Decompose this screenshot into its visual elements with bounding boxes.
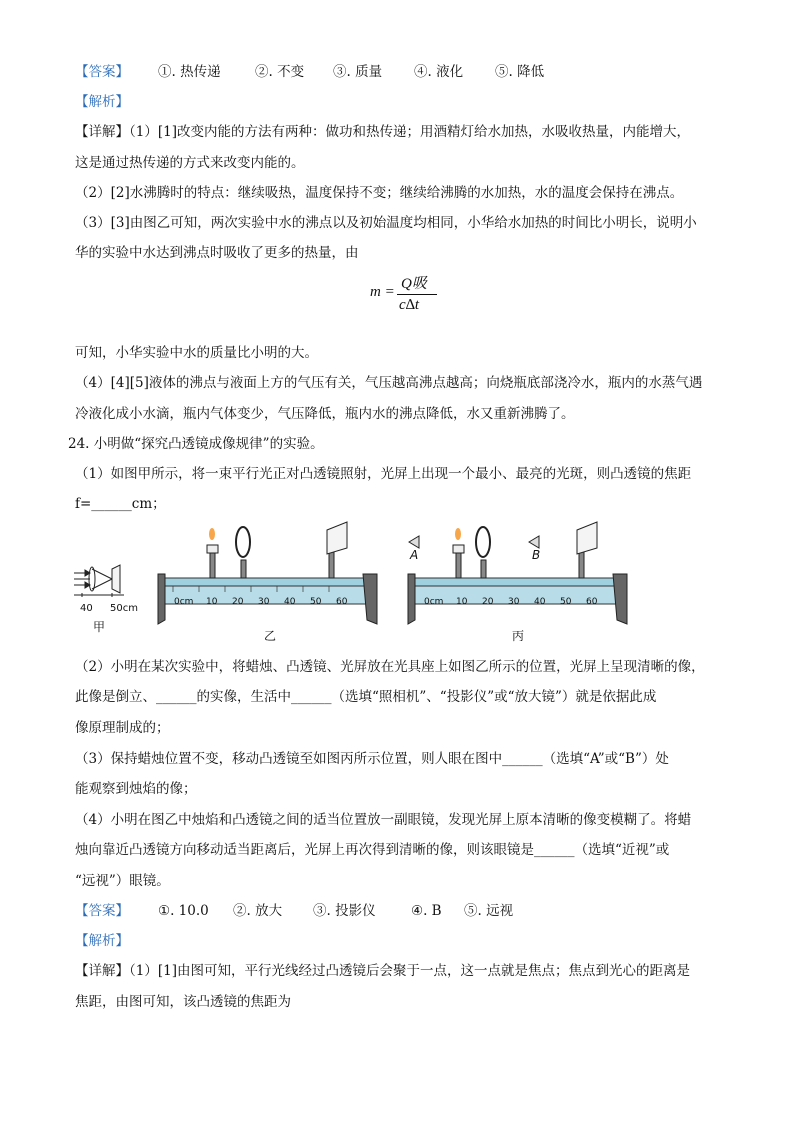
ruler-tick: 20	[232, 597, 244, 607]
ruler-tick: 30	[508, 597, 520, 607]
detail-line: 这是通过热传递的方式来改变内能的。	[75, 155, 305, 171]
answer-row-2	[75, 901, 129, 921]
formula	[370, 272, 460, 320]
answer-item: ⑤. 降低	[495, 64, 545, 80]
ruler-tick: 10	[206, 597, 218, 607]
answer-item: ③. 投影仪	[313, 903, 376, 919]
ruler-tick: 10	[456, 597, 468, 607]
ruler-tick: 30	[258, 597, 270, 607]
answer-tag: 【答案】	[75, 64, 129, 80]
fraction-bar	[397, 294, 437, 295]
answer-item: ④. B	[411, 903, 442, 919]
detail-line: 可知，小华实验中水的质量比小明的大。	[75, 345, 318, 361]
answer-item: ③. 质量	[333, 64, 383, 80]
formula-numerator: Q吸	[401, 276, 427, 292]
tick-label: 40	[80, 603, 93, 614]
ruler-tick: 0cm	[174, 597, 194, 607]
ruler-tick: 40	[284, 597, 296, 607]
question-part: （4）小明在图乙中烛焰和凸透镜之间的适当位置放一副眼镜，发现光屏上原本清晰的像变模糊了。将蜡	[75, 812, 692, 828]
detail-line: （3）[3]由图乙可知，两次实验中水的沸点以及初始温度均相同，小华给水加热的时间比小明长，说明小	[75, 215, 697, 231]
figure-yi	[155, 520, 380, 625]
figure-caption-yi: 乙	[264, 629, 277, 643]
question-part: 烛向靠近凸透镜方向移动适当距离后，光屏上再次得到清晰的像，则该眼镜是______（选填“近视”或	[75, 842, 670, 858]
analysis-tag: 【解析】	[75, 933, 129, 949]
ruler-tick: 60	[336, 597, 348, 607]
ruler-tick: 0cm	[424, 597, 444, 607]
answer-row-1	[75, 62, 129, 82]
question-part: （2）小明在某次实验中，将蜡烛、凸透镜、光屏放在光具座上如图乙所示的位置，光屏上呈现清晰的像，	[75, 659, 705, 675]
ruler-tick: 40	[534, 597, 546, 607]
figure-bing	[405, 520, 630, 625]
question-part: （3）保持蜡烛位置不变，移动凸透镜至如图丙所示位置，则人眼在图中______（选填“A”或“B”）处	[75, 751, 669, 767]
detail-line: 华的实验中水达到沸点时吸收了更多的热量，由	[75, 245, 359, 261]
point-label-a: A	[410, 548, 419, 562]
analysis-tag: 【解析】	[75, 94, 129, 110]
ruler-tick: 50	[310, 597, 322, 607]
detail-text: （1）[1]改变内能的方法有两种：做功和热传递；用酒精灯给水加热，水吸收热量，内能增大，	[129, 124, 690, 140]
detail-text: （1）[1]由图可知，平行光线经过凸透镜后会聚于一点，这一点就是焦点；焦点到光心的距离是	[129, 963, 690, 979]
detail-tag: 【详解】	[75, 963, 129, 979]
formula-lhs: m =	[370, 284, 395, 300]
answer-item: ①. 热传递	[158, 64, 221, 80]
answer-item: ①. 10.0	[158, 903, 209, 919]
detail-line: （4）[4][5]液体的沸点与液面上方的气压有关，气压越高沸点越高；向烧瓶底部浇冷水，瓶内的水蒸气遇	[75, 375, 703, 391]
answer-item: ⑤. 远视	[464, 903, 514, 919]
detail-line	[75, 961, 690, 981]
tick-label: 50cm	[110, 603, 138, 614]
detail-line: （2）[2]水沸腾时的特点：继续吸热，温度保持不变；继续给沸腾的水加热，水的温度会保持在沸点。	[75, 185, 684, 201]
ruler-tick: 20	[482, 597, 494, 607]
question-part: 此像是倒立、______的实像，生活中______（选填“照相机”、“投影仪”或“放大镜”）就是依据此成	[75, 689, 657, 705]
figure-caption-jia: 甲	[93, 620, 106, 634]
answer-item: ④. 液化	[414, 64, 464, 80]
question-part: “远视”）眼镜。	[75, 873, 170, 889]
answer-item: ②. 放大	[233, 903, 283, 919]
formula-denominator: c∆t	[399, 297, 420, 313]
ruler-tick: 60	[586, 597, 598, 607]
figure-caption-bing: 丙	[512, 629, 525, 643]
detail-line: 冷液化成小水滴，瓶内气体变少，气压降低，瓶内水的沸点降低，水又重新沸腾了。	[75, 406, 575, 422]
question-title: 24. 小明做“探究凸透镜成像规律”的实验。	[68, 436, 324, 452]
question-part: （1）如图甲所示，将一束平行光正对凸透镜照射，光屏上出现一个最小、最亮的光斑，则凸透镜的焦距	[75, 466, 692, 482]
detail-line: 焦距，由图可知，该凸透镜的焦距为	[75, 994, 291, 1010]
question-part: 像原理制成的；	[75, 720, 170, 736]
point-label-b: B	[532, 548, 541, 562]
detail-line	[75, 122, 690, 142]
question-part: f=______cm；	[75, 496, 166, 512]
question-part: 能观察到烛焰的像；	[75, 781, 197, 797]
answer-tag: 【答案】	[75, 903, 129, 919]
answer-item: ②. 不变	[255, 64, 305, 80]
ruler-tick: 50	[560, 597, 572, 607]
detail-tag: 【详解】	[75, 124, 129, 140]
